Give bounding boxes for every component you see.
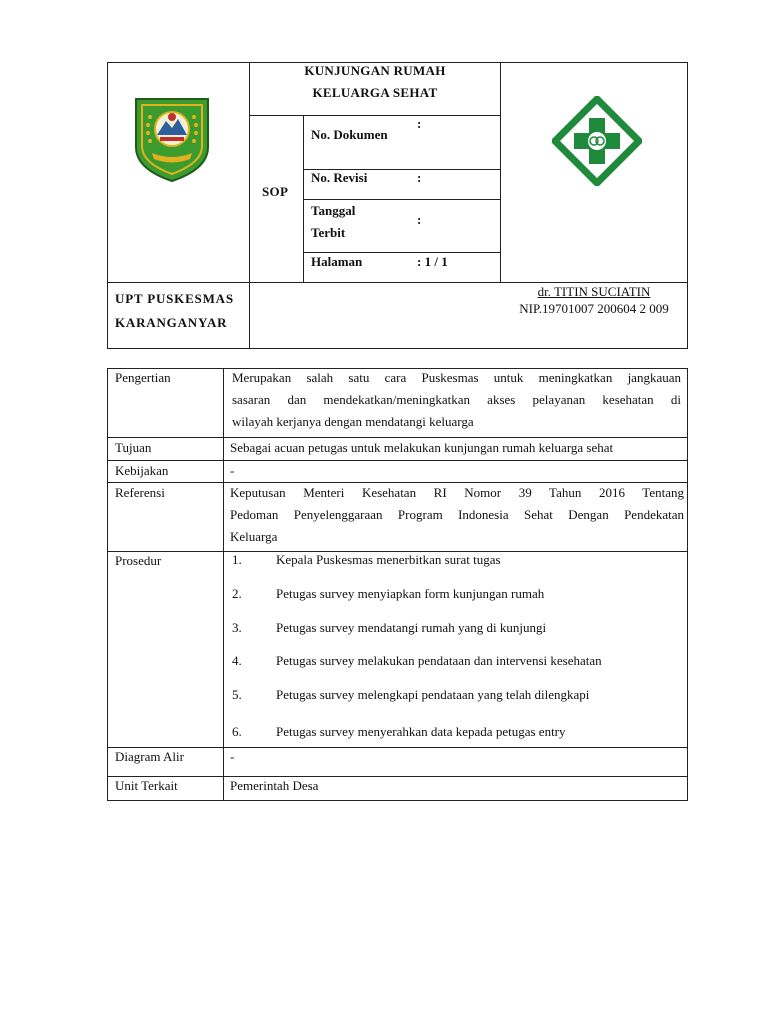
procedure-list (232, 552, 682, 742)
no-revisi-label: No. Revisi (311, 170, 368, 185)
label-prosedur: Prosedur (115, 553, 162, 568)
value-referensi (230, 482, 684, 548)
step-text: Petugas survey mendatangi rumah yang di kunjungi (276, 620, 547, 635)
step-number: 5. (232, 687, 242, 702)
referensi-line-2: Pedoman Penyelenggaraan Program Indonesia Sehat Dengan Pendekatan (230, 507, 684, 522)
pengertian-line-1: Merupakan salah satu cara Puskesmas untuk meningkatkan jangkauan (232, 370, 681, 385)
label-diagram-alir: Diagram Alir (115, 749, 184, 764)
step-text: Petugas survey melakukan pendataan dan intervensi kesehatan (276, 653, 602, 668)
document-title (250, 60, 500, 104)
organization-line-2: KARANGANYAR (115, 315, 228, 330)
step-number: 6. (232, 724, 242, 739)
tanggal-terbit-value: : (417, 212, 422, 227)
puskesmas-cross-emblem-icon (552, 96, 642, 186)
sop-label: SOP (262, 184, 289, 199)
step-text: Petugas survey melengkapi pendataan yang telah dilengkapi (276, 687, 590, 702)
value-tujuan: Sebagai acuan petugas untuk melakukan kunjungan rumah keluarga sehat (230, 440, 614, 455)
step-text: Kepala Puskesmas menerbitkan surat tugas (276, 552, 501, 567)
label-pengertian: Pengertian (115, 370, 171, 385)
tanggal-line-1: Tanggal (311, 203, 356, 218)
tanggal-terbit-label (311, 200, 355, 244)
referensi-line-3: Keluarga (230, 529, 278, 544)
pengertian-line-2: sasaran dan mendekatkan/meningkatkan akses pelayanan kesehatan di (232, 392, 681, 407)
organization-name (115, 287, 234, 335)
step-text: Petugas survey menyiapkan form kunjungan rumah (276, 586, 545, 601)
title-line-1: KUNJUNGAN RUMAH (304, 63, 446, 78)
step-text: Petugas survey menyerahkan data kepada petugas entry (276, 724, 566, 739)
step-number: 2. (232, 586, 242, 601)
halaman-value: : 1 / 1 (417, 254, 448, 269)
step-number: 3. (232, 620, 242, 635)
no-dokumen-label: No. Dokumen (311, 127, 388, 142)
organization-line-1: UPT PUSKESMAS (115, 291, 234, 306)
signer-name: dr. TITIN SUCIATIN (537, 284, 651, 299)
step-number: 4. (232, 653, 242, 668)
no-revisi-value: : (417, 170, 422, 185)
title-line-2: KELUARGA SEHAT (312, 85, 438, 100)
label-tujuan: Tujuan (115, 440, 152, 455)
label-kebijakan: Kebijakan (115, 463, 169, 478)
regency-shield-emblem-icon (130, 95, 214, 183)
puskesmas-logo (552, 96, 642, 186)
value-unit-terkait: Pemerintah Desa (230, 778, 319, 793)
tanggal-line-2: Terbit (311, 225, 346, 240)
step-number: 1. (232, 552, 242, 567)
signer-nip: NIP.19701007 200604 2 009 (519, 301, 669, 316)
pengertian-line-3: wilayah kerjanya dengan mendatangi keluarga (232, 414, 474, 429)
value-diagram-alir: - (230, 749, 235, 764)
label-unit-terkait: Unit Terkait (115, 778, 178, 793)
regency-logo (130, 95, 214, 183)
value-kebijakan: - (230, 463, 235, 478)
signer-block (501, 283, 687, 317)
halaman-label: Halaman (311, 254, 363, 269)
referensi-line-1: Keputusan Menteri Kesehatan RI Nomor 39 Tahun 2016 Tentang (230, 485, 684, 500)
value-pengertian (232, 367, 681, 433)
no-dokumen-value: : (417, 116, 422, 131)
label-referensi: Referensi (115, 485, 165, 500)
